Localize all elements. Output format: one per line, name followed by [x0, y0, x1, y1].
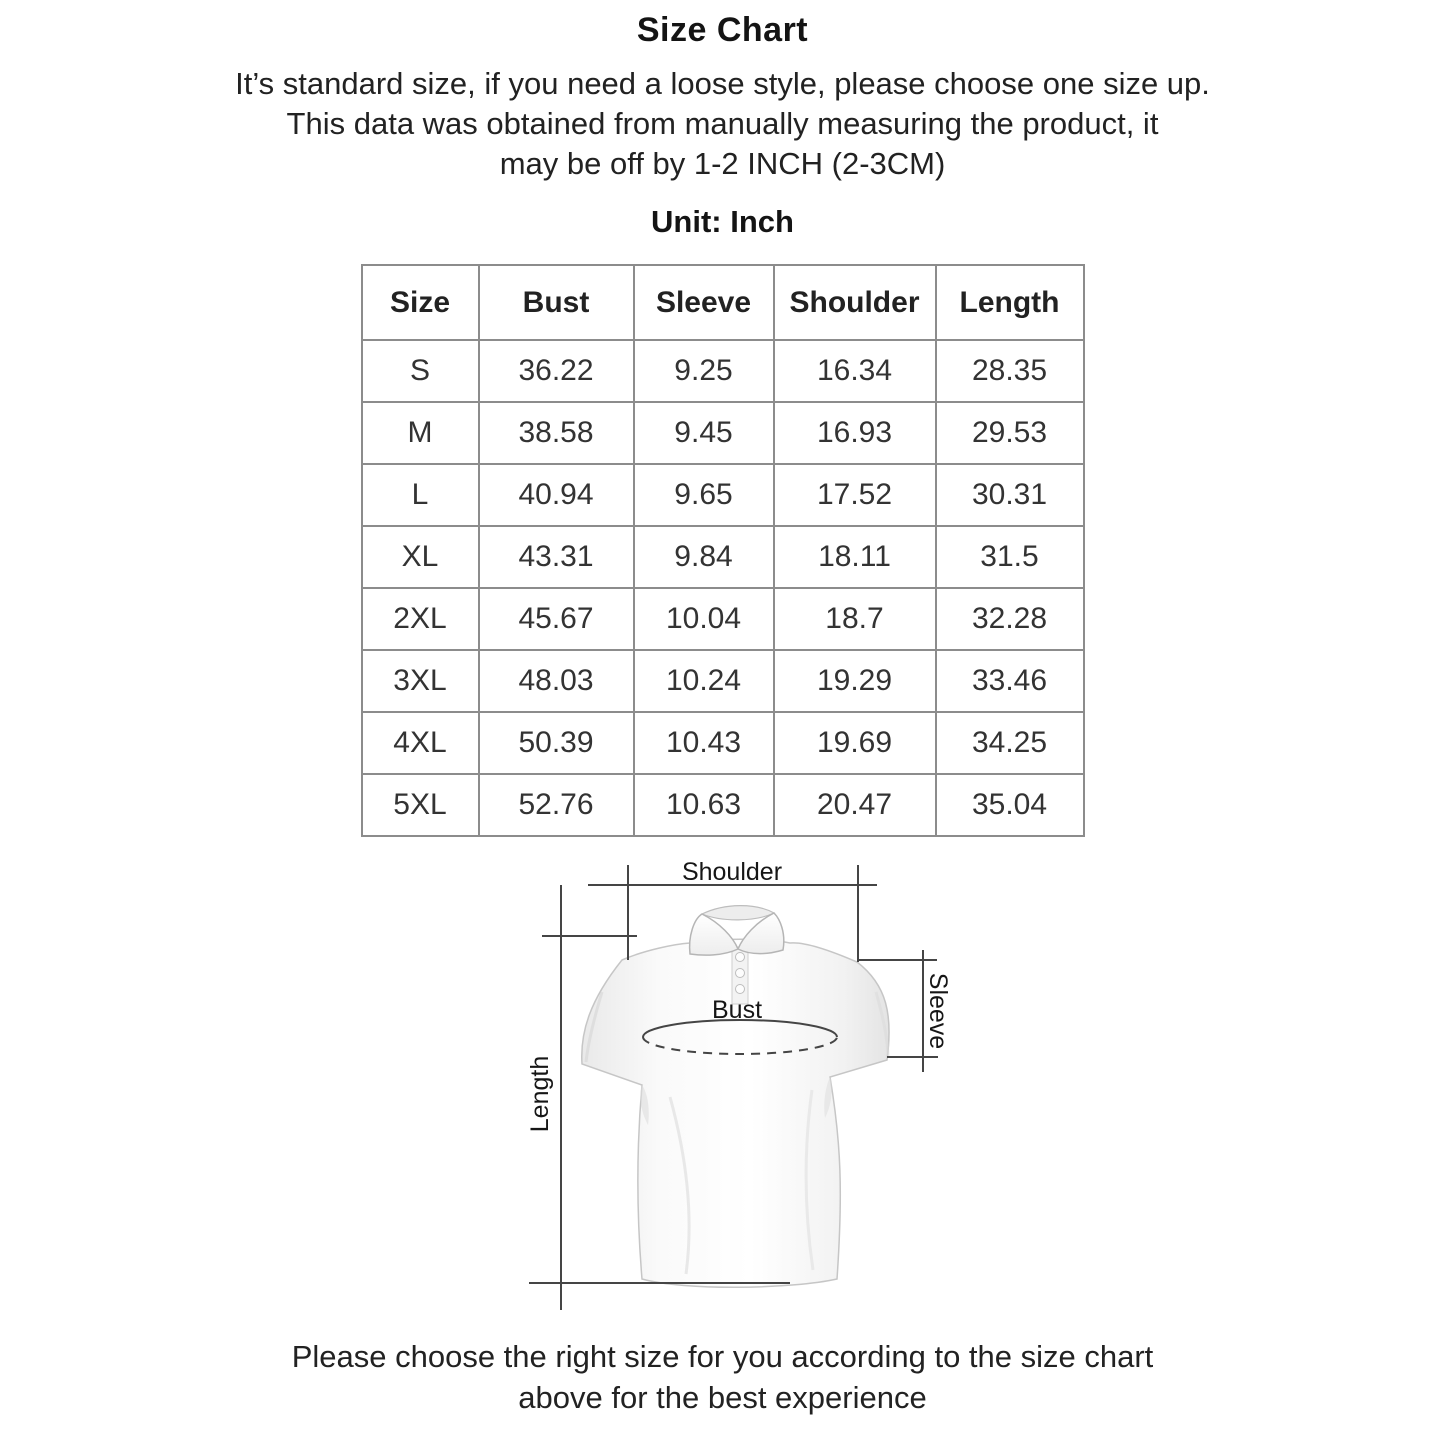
footer-line-2: above for the best experience	[518, 1380, 927, 1415]
sleeve-label: Sleeve	[924, 972, 952, 1050]
cell-sleeve: 9.45	[634, 402, 774, 464]
cell-size: S	[362, 340, 479, 402]
cell-sleeve: 10.04	[634, 588, 774, 650]
shoulder-label: Shoulder	[681, 858, 783, 886]
cell-sleeve: 9.25	[634, 340, 774, 402]
footer-note	[0, 1336, 1445, 1418]
size-table-header-row	[362, 265, 1084, 340]
cell-length: 33.46	[936, 650, 1084, 712]
cell-size: XL	[362, 526, 479, 588]
cell-shoulder: 16.93	[774, 402, 936, 464]
table-row	[362, 588, 1084, 650]
column-header-length: Length	[936, 265, 1084, 340]
cell-shoulder: 20.47	[774, 774, 936, 836]
cell-bust: 36.22	[479, 340, 634, 402]
cell-sleeve: 10.43	[634, 712, 774, 774]
cell-sleeve: 9.65	[634, 464, 774, 526]
table-row	[362, 526, 1084, 588]
cell-shoulder: 17.52	[774, 464, 936, 526]
cell-size: 4XL	[362, 712, 479, 774]
shirt-button	[736, 953, 745, 962]
column-header-shoulder: Shoulder	[774, 265, 936, 340]
column-header-size: Size	[362, 265, 479, 340]
cell-size: M	[362, 402, 479, 464]
cell-bust: 38.58	[479, 402, 634, 464]
unit-label: Unit: Inch	[651, 204, 794, 239]
cell-length: 28.35	[936, 340, 1084, 402]
cell-bust: 45.67	[479, 588, 634, 650]
measurement-diagram	[490, 842, 990, 1322]
cell-bust: 52.76	[479, 774, 634, 836]
table-row	[362, 712, 1084, 774]
cell-size: L	[362, 464, 479, 526]
table-row	[362, 402, 1084, 464]
table-row	[362, 650, 1084, 712]
shirt-button	[736, 985, 745, 994]
column-header-bust: Bust	[479, 265, 634, 340]
cell-bust: 48.03	[479, 650, 634, 712]
cell-shoulder: 19.69	[774, 712, 936, 774]
polo-shirt-graphic	[582, 906, 889, 1288]
size-table	[361, 264, 1085, 837]
cell-sleeve: 10.63	[634, 774, 774, 836]
table-row	[362, 464, 1084, 526]
page-title: Size Chart	[636, 11, 809, 49]
footer-line-1: Please choose the right size for you according to the size chart	[291, 1339, 1154, 1374]
cell-sleeve: 9.84	[634, 526, 774, 588]
bust-label: Bust	[711, 996, 763, 1024]
table-row	[362, 340, 1084, 402]
intro-line-2: This data was obtained from manually measuring the product, it	[286, 106, 1159, 141]
intro-line-3: may be off by 1-2 INCH (2-3CM)	[499, 146, 946, 181]
cell-bust: 43.31	[479, 526, 634, 588]
cell-size: 5XL	[362, 774, 479, 836]
shirt-button	[736, 969, 745, 978]
cell-shoulder: 16.34	[774, 340, 936, 402]
cell-length: 30.31	[936, 464, 1084, 526]
polo-shirt-measurement-graphic	[490, 842, 990, 1322]
cell-length: 35.04	[936, 774, 1084, 836]
cell-length: 34.25	[936, 712, 1084, 774]
cell-length: 29.53	[936, 402, 1084, 464]
cell-length: 32.28	[936, 588, 1084, 650]
cell-shoulder: 19.29	[774, 650, 936, 712]
length-label: Length	[526, 1055, 554, 1133]
cell-size: 3XL	[362, 650, 479, 712]
cell-size: 2XL	[362, 588, 479, 650]
cell-bust: 50.39	[479, 712, 634, 774]
intro-text	[0, 64, 1445, 184]
table-row	[362, 774, 1084, 836]
cell-length: 31.5	[936, 526, 1084, 588]
cell-shoulder: 18.7	[774, 588, 936, 650]
cell-shoulder: 18.11	[774, 526, 936, 588]
intro-line-1: It’s standard size, if you need a loose style, please choose one size up.	[235, 66, 1210, 101]
cell-sleeve: 10.24	[634, 650, 774, 712]
cell-bust: 40.94	[479, 464, 634, 526]
shirt-collar-back	[702, 906, 774, 920]
column-header-sleeve: Sleeve	[634, 265, 774, 340]
